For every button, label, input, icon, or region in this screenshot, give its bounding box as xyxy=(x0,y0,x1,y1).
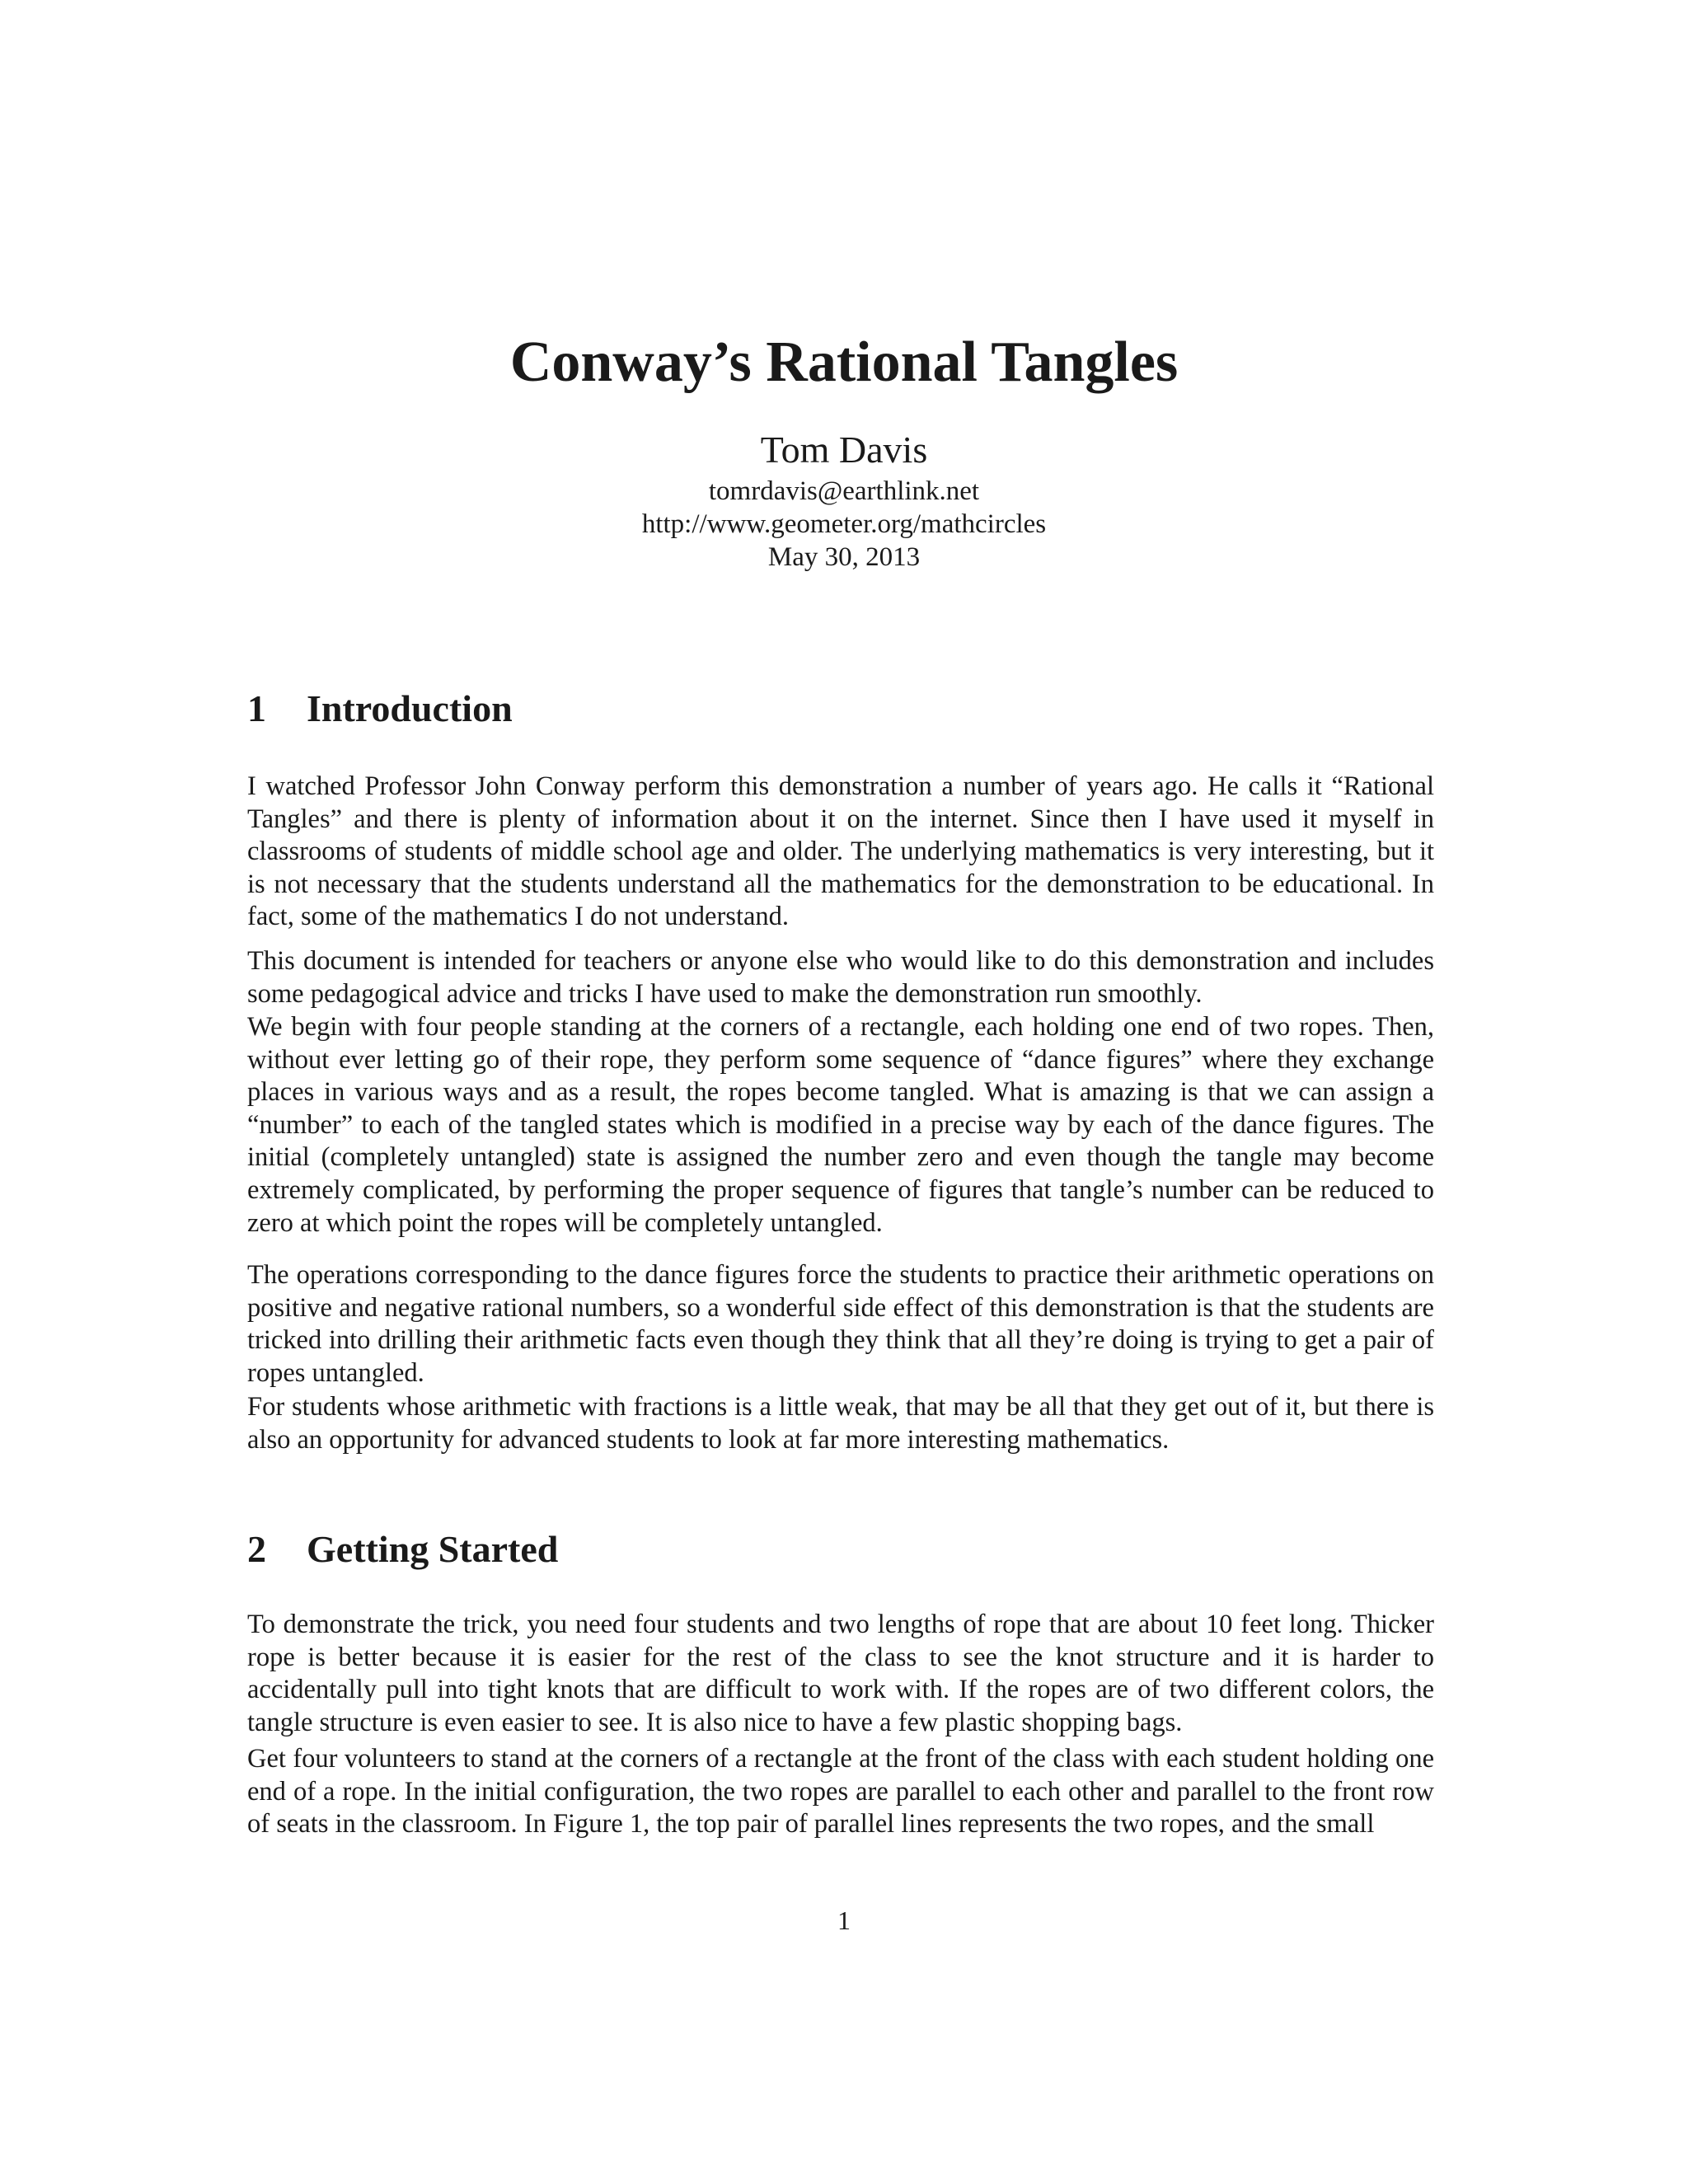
author-email: tomrdavis@earthlink.net xyxy=(708,476,980,506)
author-url: http://www.geometer.org/mathcircles xyxy=(641,509,1047,539)
section-heading-getting-started xyxy=(247,1526,558,1572)
page-number: 1 xyxy=(837,1905,851,1935)
document-date: May 30, 2013 xyxy=(767,542,921,572)
paragraph: This document is intended for teachers or anyone else who would like to do this demonstration and includes some pedagogical advice and tricks I have used to make the demonstration run smoothly. xyxy=(247,946,1434,1009)
paragraph: I watched Professor John Conway perform this demonstration a number of years ago. He calls it “Rational Tangles” and there is plenty of information about it on the internet. Since then I have used it myself in classrooms of students of middle school age and older. The underlying mathematics is very interesting, but it is not necessary that the students understand all the mathematics for the demonstration to be educational. In fact, some of the mathematics I do not understand. xyxy=(247,771,1434,932)
document-title: Conway’s Rational Tangles xyxy=(509,330,1179,394)
section-number: 2 xyxy=(247,1528,266,1570)
section-title: Introduction xyxy=(307,687,513,729)
paragraph: The operations corresponding to the dance figures force the students to practice their arithmetic operations on positive and negative rational numbers, so a wonderful side effect of this demonstration is that the students are tricked into drilling their arithmetic facts even though they think that all they’re doing is trying to get a pair of ropes untangled. xyxy=(247,1260,1434,1388)
section-number: 1 xyxy=(247,687,266,729)
author-name: Tom Davis xyxy=(760,429,928,471)
paragraph: Get four volunteers to stand at the corners of a rectangle at the front of the class with each student holding one end of a rope. In the initial configuration, the two ropes are parallel to each other and parallel to the front row of seats in the classroom. In Figure 1, the top pair of parallel lines represents the two ropes, and the small xyxy=(247,1744,1434,1840)
paragraph: We begin with four people standing at the corners of a rectangle, each holding one end of two ropes. Then, without ever letting go of their rope, they perform some sequence of “dance figures” where they exchange places in various ways and as a result, the ropes become tangled. What is amazing is that we can assign a “number” to each of the tangled states which is modified in a precise way by each of the dance figures. The initial (completely untangled) state is assigned the number zero and even though the tangle may become extremely complicated, by performing the proper sequence of figures that tangle’s number can be reduced to zero at which point the ropes will be completely untangled. xyxy=(247,1012,1434,1238)
paragraph: For students whose arithmetic with fractions is a little weak, that may be all that they get out of it, but there is also an opportunity for advanced students to look at far more interesting mathematics. xyxy=(247,1392,1434,1455)
section-title: Getting Started xyxy=(307,1528,559,1570)
section-heading-introduction xyxy=(247,686,513,732)
paragraph: To demonstrate the trick, you need four students and two lengths of rope that are about 10 feet long. Thicker rope is better because it is easier for the rest of the class to see the knot structure and it is harder to accidentally pull into tight knots that are difficult to work with. If the ropes are of two different colors, the tangle structure is even easier to see. It is also nice to have a few plastic shopping bags. xyxy=(247,1610,1434,1737)
